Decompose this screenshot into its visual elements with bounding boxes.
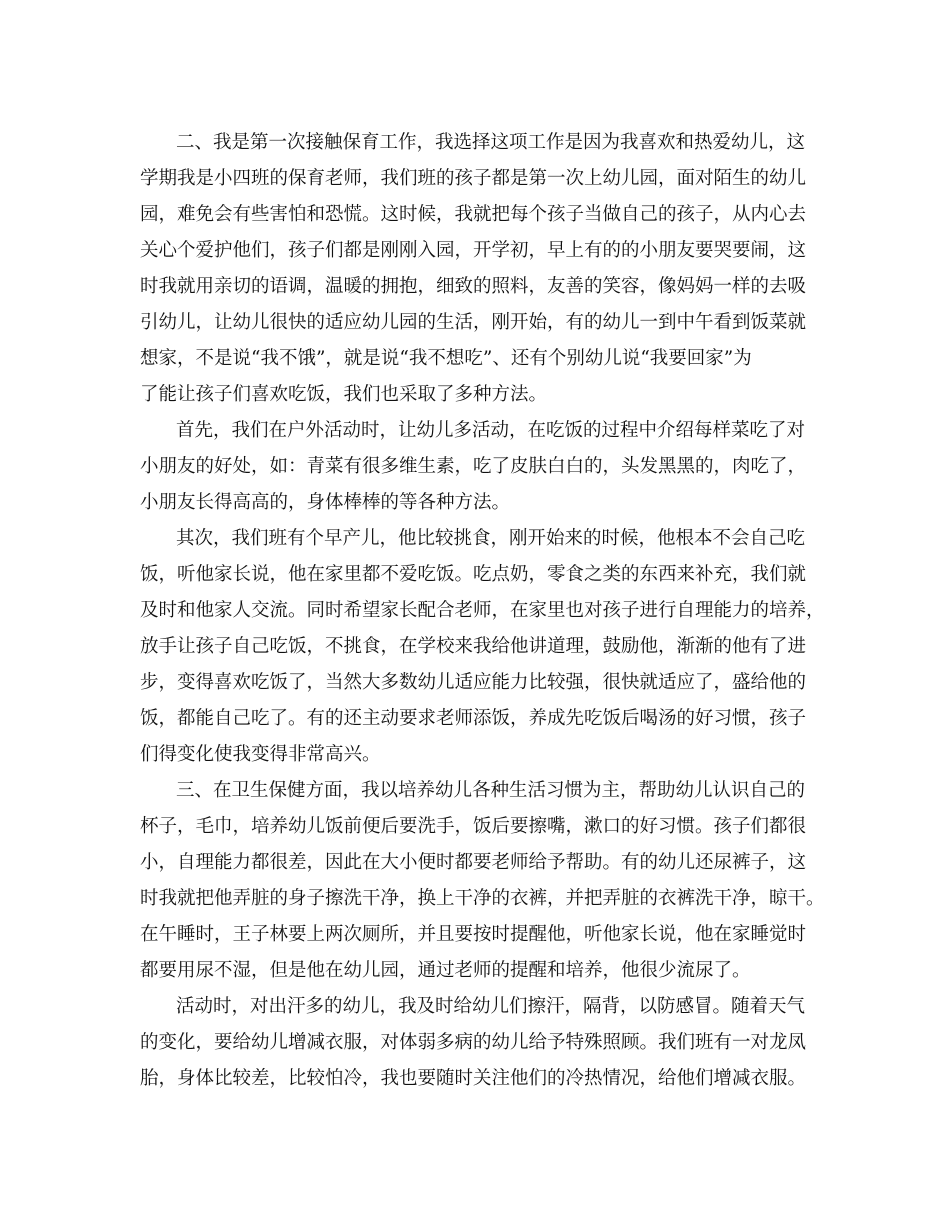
text-line: 及时和他家人交流。同时希望家长配合老师，在家里也对孩子进行自理能力的培养， — [140, 600, 825, 621]
text-line: 胎，身体比较差，比较怕冷，我也要随时关注他们的冷热情况，给他们增减衣服。 — [140, 1068, 807, 1089]
text-line: 时我就用亲切的语调，温暖的拥抱，细致的照料，友善的笑容，像妈妈一样的去吸 — [140, 276, 807, 297]
text-line: 步，变得喜欢吃饭了，当然大多数幼儿适应能力比较强，很快就适应了，盛给他的 — [140, 672, 807, 693]
text-line: 小朋友长得高高的，身体棒棒的等各种方法。 — [140, 492, 511, 513]
text-line: 三、在卫生保健方面，我以培养幼儿各种生活习惯为主，帮助幼儿认识自己的 — [176, 780, 806, 801]
text-line: 时我就把他弄脏的身子擦洗干净，换上干净的衣裤，并把弄脏的衣裤洗干净，晾干。 — [140, 888, 825, 909]
text-line: 园，难免会有些害怕和恐慌。这时候，我就把每个孩子当做自己的孩子，从内心去 — [140, 204, 807, 225]
text-line: 的变化，要给幼儿增减衣服，对体弱多病的幼儿给予特殊照顾。我们班有一对龙凤 — [140, 1032, 807, 1053]
text-line: 学期我是小四班的保育老师，我们班的孩子都是第一次上幼儿园，面对陌生的幼儿 — [140, 168, 807, 189]
text-line: 小朋友的好处，如：青菜有很多维生素，吃了皮肤白白的，头发黑黑的，肉吃了， — [140, 456, 807, 477]
text-line: 在午睡时，王子林要上两次厕所，并且要按时提醒他，听他家长说，他在家睡觉时 — [140, 924, 807, 945]
text-line: 小，自理能力都很差，因此在大小便时都要老师给予帮助。有的幼儿还尿裤子，这 — [140, 852, 807, 873]
text-line: 其次，我们班有个早产儿，他比较挑食，刚开始来的时候，他根本不会自己吃 — [176, 528, 806, 549]
text-line: 活动时，对出汗多的幼儿，我及时给幼儿们擦汗，隔背，以防感冒。随着天气 — [176, 996, 806, 1017]
text-line: 都要用尿不湿，但是他在幼儿园，通过老师的提醒和培养，他很少流尿了。 — [140, 960, 751, 981]
text-line: 首先，我们在户外活动时，让幼儿多活动，在吃饭的过程中介绍每样菜吃了对 — [176, 420, 806, 441]
text-line: 饭，都能自己吃了。有的还主动要求老师添饭，养成先吃饭后喝汤的好习惯，孩子 — [140, 708, 807, 729]
text-line: 放手让孩子自己吃饭，不挑食，在学校来我给他讲道理，鼓励他，渐渐的他有了进 — [140, 636, 807, 657]
text-line: 杯子，毛巾，培养幼儿饭前便后要洗手，饭后要擦嘴，漱口的好习惯。孩子们都很 — [140, 816, 807, 837]
text-line: 们得变化使我变得非常高兴。 — [140, 744, 381, 765]
text-line: 引幼儿，让幼儿很快的适应幼儿园的生活，刚开始，有的幼儿一到中午看到饭菜就 — [140, 312, 807, 333]
text-line: 了能让孩子们喜欢吃饭，我们也采取了多种方法。 — [140, 384, 548, 405]
text-line: 关心个爱护他们，孩子们都是刚刚入园，开学初，早上有的的小朋友要哭要闹，这 — [140, 240, 807, 261]
text-line: 想家，不是说“我不饿”，就是说“我不想吃”、还有个别幼儿说“我要回家”为 — [140, 348, 752, 369]
text-line: 饭，听他家长说，他在家里都不爱吃饭。吃点奶，零食之类的东西来补充，我们就 — [140, 564, 807, 585]
text-line: 二、我是第一次接触保育工作，我选择这项工作是因为我喜欢和热爱幼儿，这 — [176, 132, 806, 153]
